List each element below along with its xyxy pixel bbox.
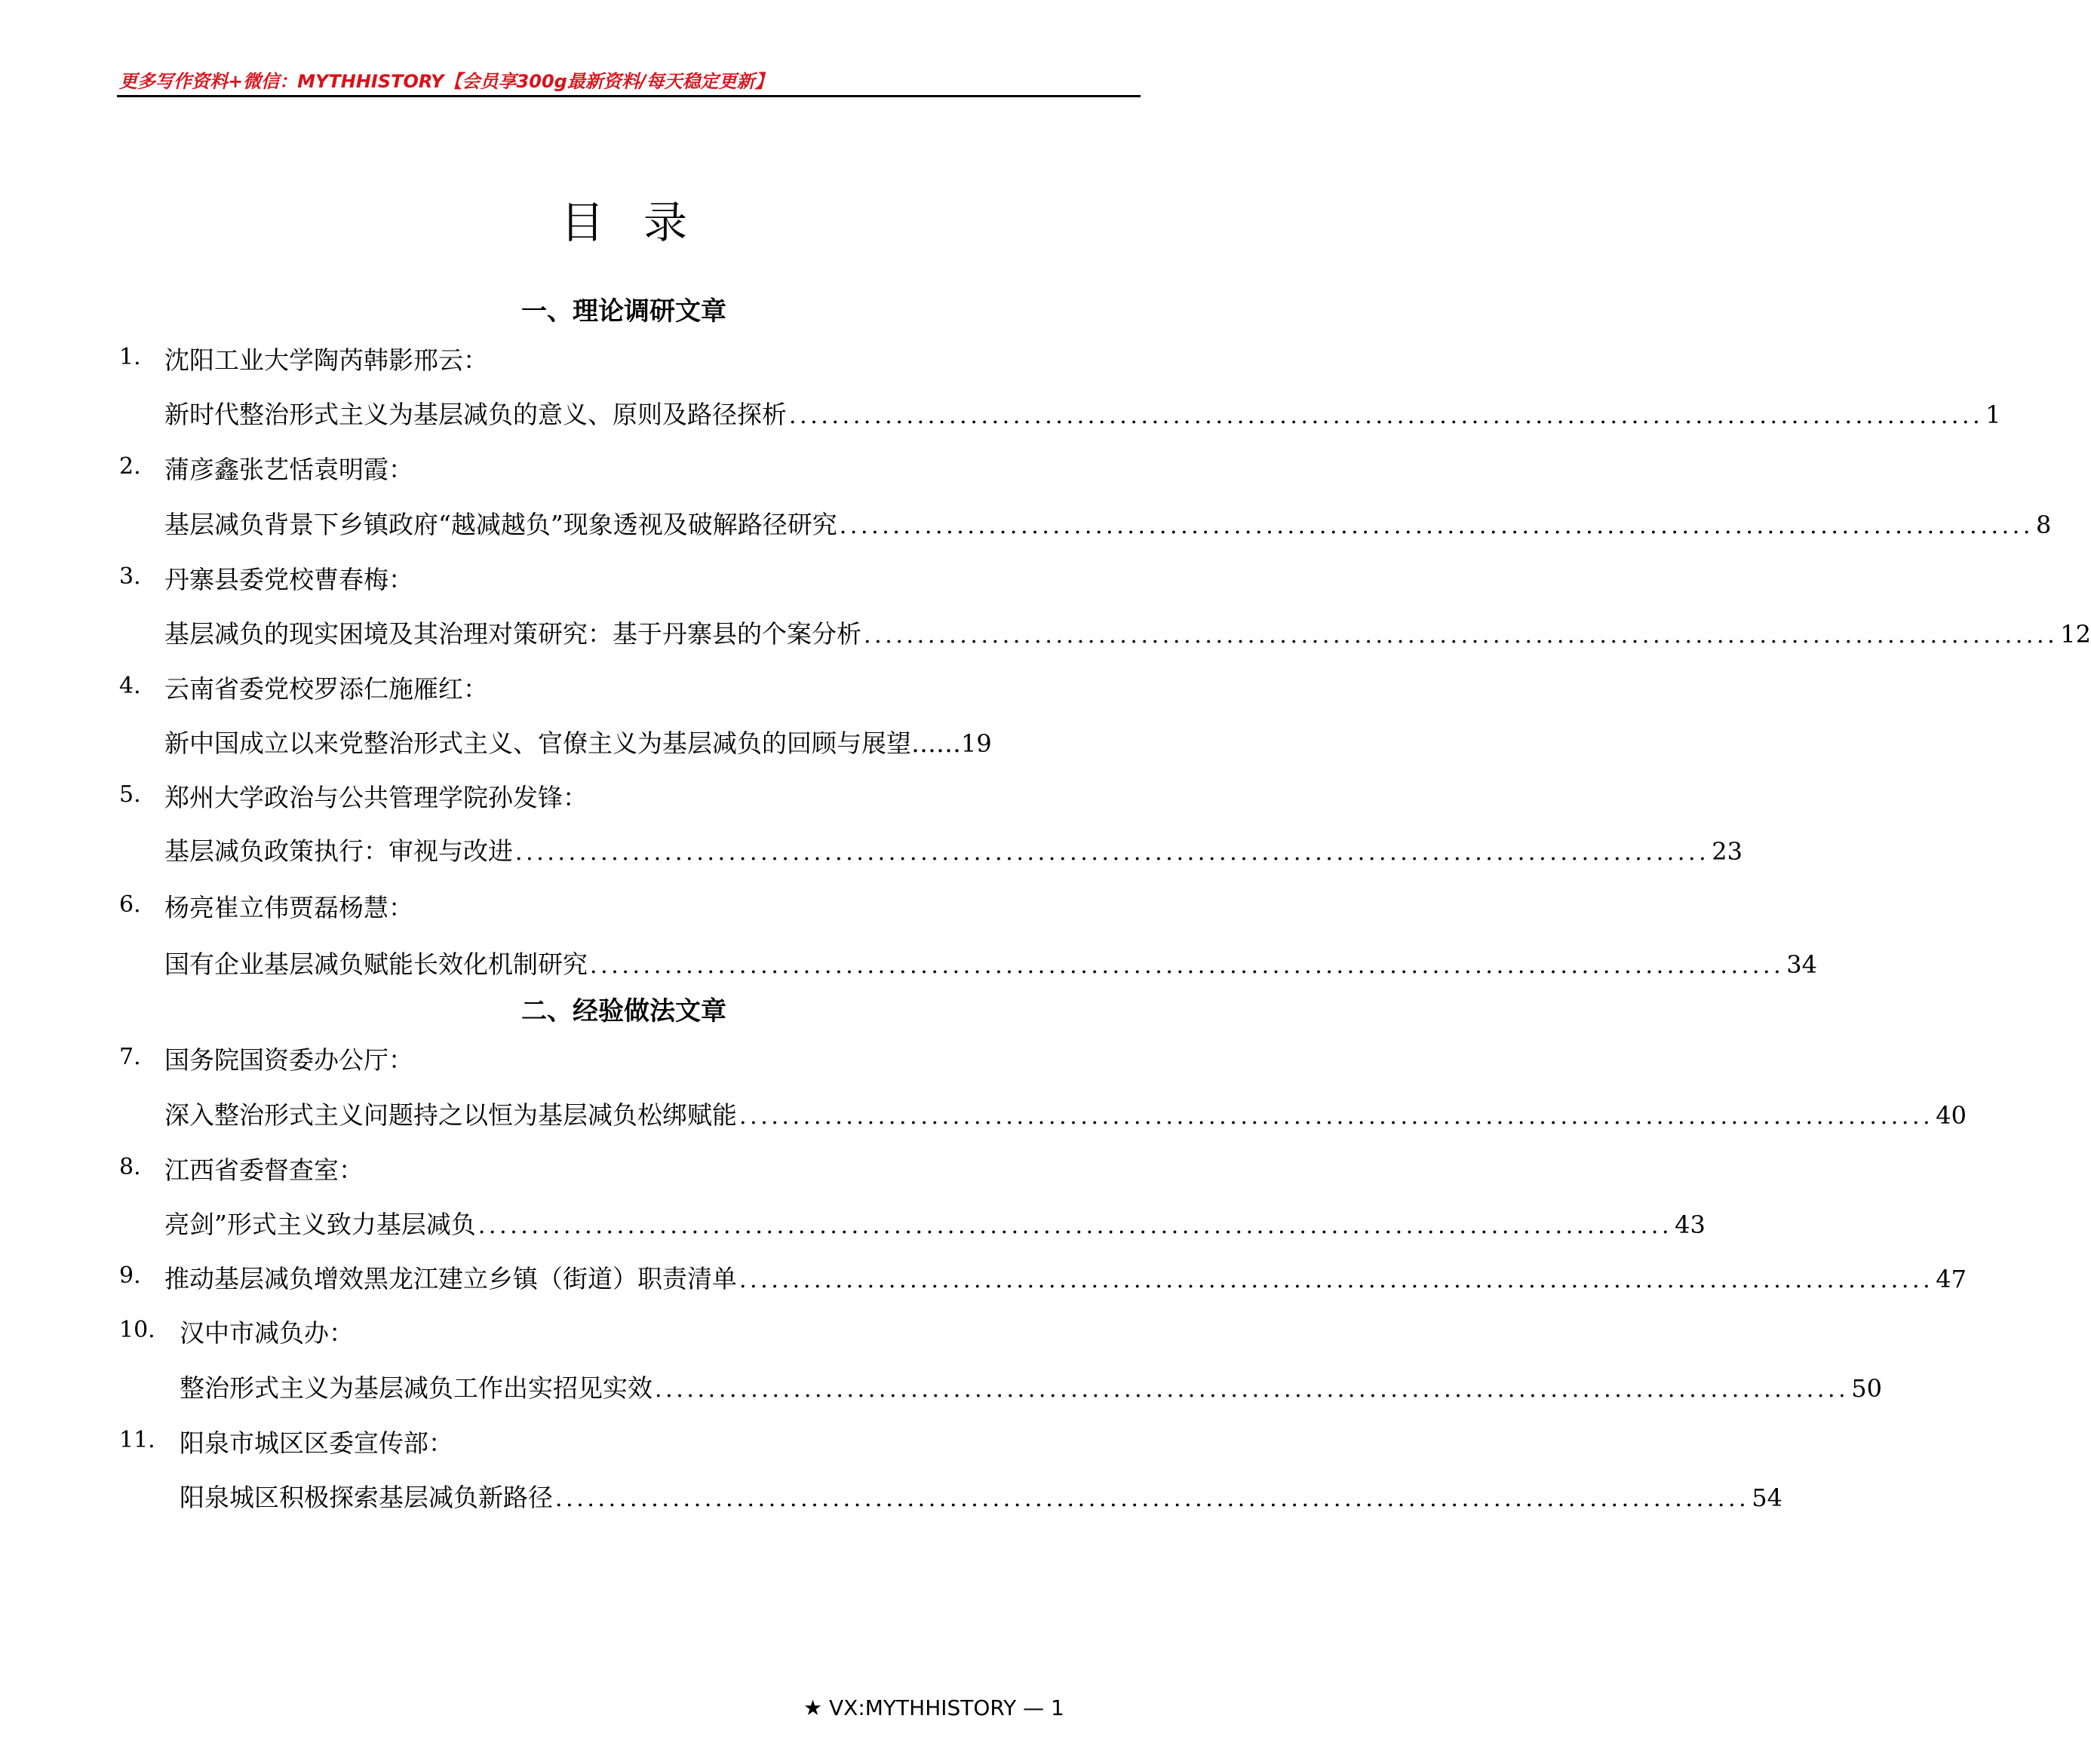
toc-entry-title-line[interactable]	[0, 724, 1248, 757]
toc-entry-author-line	[0, 1151, 1248, 1184]
entry-author: 杨亮崔立伟贾磊杨慧：	[164, 893, 413, 922]
toc-entry-author-line	[0, 341, 1248, 374]
leader-dots: ................................................................................................................	[555, 1486, 1750, 1512]
toc-entry-title-line[interactable]	[0, 1259, 1967, 1293]
entry-page-number: 40	[1936, 1101, 1967, 1130]
toc-entry-author-line	[0, 670, 1248, 703]
leader-dots: ................................................................................................................	[739, 1267, 1934, 1293]
entry-author: 云南省委党校罗添仁施雁红：	[164, 674, 488, 704]
entry-author: 丹寨县委党校曹春梅：	[164, 565, 413, 594]
header-banner: 更多写作资料+微信：MYTHHISTORY【会员享300g最新资料/每天稳定更新】	[119, 71, 773, 92]
leader-dots: ................................................................................................................	[789, 403, 1984, 429]
entry-author: 江西省委督查室：	[164, 1155, 364, 1185]
leader-dots: ................................................................................................................	[515, 839, 1710, 866]
toc-entry-title-line[interactable]	[0, 832, 1742, 866]
entry-title: 新中国成立以来党整治形式主义、官僚主义为基层减负的回顾与展望……	[164, 729, 961, 758]
entry-page-number: 47	[1936, 1265, 1967, 1293]
entry-page-number: 34	[1786, 950, 1817, 979]
entry-title: 新时代整治形式主义为基层减负的意义、原则及路径探析	[164, 400, 787, 429]
entry-author: 蒲彦鑫张艺恬袁明霞：	[164, 455, 413, 484]
leader-dots: ................................................................................................................	[655, 1376, 1850, 1403]
section-heading-theory: 一、理论调研文章	[521, 296, 726, 327]
page-title: 目录	[560, 197, 726, 248]
entry-number: 3.	[119, 563, 141, 590]
entry-page-number: 1	[1985, 400, 2001, 429]
entry-page-number: 50	[1851, 1374, 1882, 1403]
leader-dots: ................................................................................................................	[839, 513, 2034, 539]
entry-title: 基层减负背景下乡镇政府“越减越负”现象透视及破解路径研究	[164, 510, 837, 539]
toc-entry-author-line	[0, 1041, 1248, 1074]
entry-number: 10.	[119, 1317, 155, 1343]
entry-author: 汉中市减负办：	[180, 1318, 354, 1348]
toc-entry-title-line[interactable]	[0, 1096, 1967, 1130]
entry-title: 阳泉城区积极探索基层减负新路径	[180, 1483, 553, 1512]
toc-entry-author-line	[0, 450, 1248, 483]
entry-page-number: 8	[2036, 511, 2052, 539]
toc-entry-title-line[interactable]	[0, 395, 2001, 429]
toc-entry-author-line	[0, 560, 1248, 594]
header-divider	[117, 95, 1141, 97]
entry-title: 亮剑”形式主义致力基层减负	[164, 1210, 476, 1239]
entry-page-number: 54	[1752, 1483, 1782, 1512]
entry-author: 郑州大学政治与公共管理学院孙发锋：	[164, 783, 588, 812]
entry-title: 深入整治形式主义问题持之以恒为基层减负松绑赋能	[164, 1100, 737, 1130]
entry-author: 阳泉市城区区委宣传部：	[180, 1428, 453, 1458]
entry-page-number: 43	[1675, 1210, 1706, 1239]
leader-dots: ................................................................................................................	[590, 953, 1785, 979]
entry-number: 1.	[119, 344, 141, 370]
entry-title: 基层减负的现实困境及其治理对策研究：基于丹寨县的个案分析	[164, 619, 861, 649]
entry-number: 11.	[119, 1427, 155, 1453]
toc-entry-author-line	[0, 1424, 1248, 1457]
entry-title: 基层减负政策执行：审视与改进	[164, 836, 513, 866]
leader-dots: ................................................................................................................	[864, 622, 2059, 649]
entry-number: 9.	[119, 1262, 141, 1289]
toc-entry-author-line	[0, 1314, 1248, 1347]
entry-title: 推动基层减负增效黑龙江建立乡镇（街道）职责清单	[164, 1264, 737, 1293]
entry-number: 6.	[119, 891, 141, 918]
entry-number: 5.	[119, 781, 141, 808]
leader-dots: ................................................................................................................	[739, 1103, 1934, 1130]
entry-title: 整治形式主义为基层减负工作出实招见实效	[180, 1373, 652, 1403]
toc-entry-author-line	[0, 778, 1248, 811]
entry-page-number: 19	[961, 729, 992, 758]
toc-entry-author-line	[0, 888, 1248, 922]
toc-entry-title-line[interactable]	[0, 1205, 1706, 1239]
toc-entry-title-line[interactable]	[0, 945, 1817, 979]
entry-number: 4.	[119, 673, 141, 699]
entry-title: 国有企业基层减负赋能长效化机制研究	[164, 949, 588, 979]
entry-page-number: 23	[1712, 837, 1742, 866]
toc-entry-title-line[interactable]	[0, 1369, 1882, 1403]
entry-page-number: 12	[2060, 620, 2091, 649]
entry-number: 2.	[119, 453, 141, 480]
toc-entry-title-line[interactable]	[0, 505, 2052, 539]
toc-entry-title-line[interactable]	[0, 615, 2091, 649]
page-footer: ★ VX:MYTHHISTORY — 1	[803, 1695, 1064, 1720]
entry-number: 8.	[119, 1154, 141, 1180]
entry-author: 国务院国资委办公厅：	[164, 1045, 413, 1075]
entry-number: 7.	[119, 1044, 141, 1070]
toc-entry-title-line[interactable]	[0, 1478, 1782, 1512]
section-heading-experience: 二、经验做法文章	[521, 996, 726, 1026]
leader-dots: ................................................................................................................	[477, 1213, 1673, 1239]
entry-author: 沈阳工业大学陶芮韩影邢云：	[164, 345, 488, 375]
